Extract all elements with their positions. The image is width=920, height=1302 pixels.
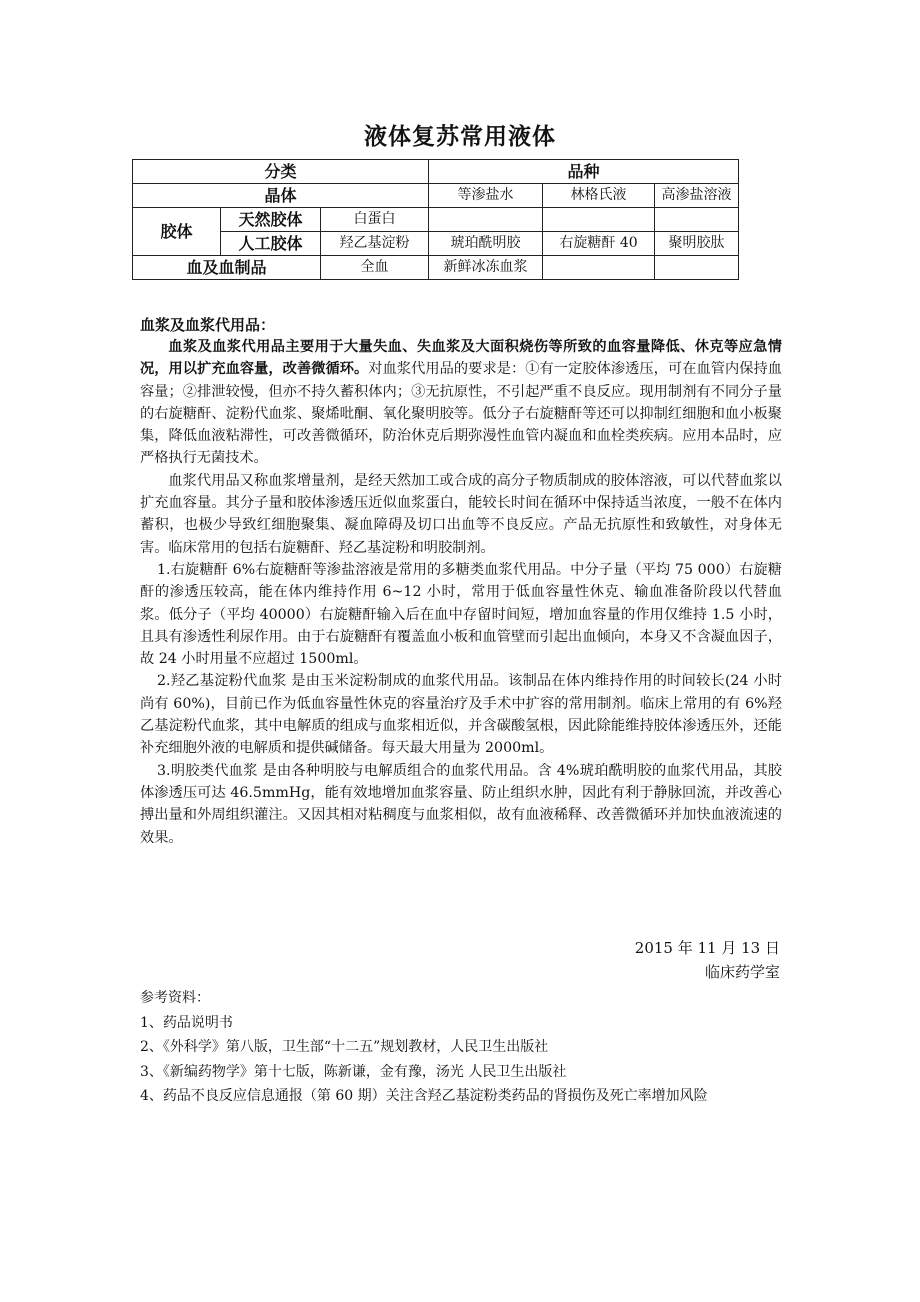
document-body [140,336,782,849]
table-cell: 白蛋白 [321,208,429,232]
table-row-natural-colloid [133,208,739,232]
table-cell: 等渗盐水 [429,184,543,208]
table-cell: 高渗盐溶液 [655,184,739,208]
paragraph-gelatin: 3.明胶类代血浆 是由各种明胶与电解质组合的血浆代用品。含 4%琥珀酰明胶的血浆代用品，其胶体渗透压可达 46.5mmHg，能有效地增加血浆容量、防止组织水肿，因此有利于静脉回流，并改善心搏出量和外周组织灌注。又因其相对粘稠度与血浆相似，故有血液稀释、改善微循环并加快血液流速的效果。 [140,762,782,846]
reference-item: 1、药品说明书 [140,1014,233,1031]
document-title: 液体复苏常用液体 [364,124,556,150]
header-variety: 品种 [429,160,739,184]
paragraph-2: 血浆代用品又称血浆增量剂，是经天然加工或合成的高分子物质制成的胶体溶液，可以代替血浆以扩充血容量。其分子量和胶体渗透压近似血浆蛋白，能较长时间在循环中保持适当浓度，一般不在体内蓄积，也极少导致红细胞聚集、凝血障碍及切口出血等不良反应。产品无抗原性和致敏性，对身体无害。临床常用的包括右旋糖酐、羟乙基淀粉和明胶制剂。 [140,472,782,556]
table-cell: 全血 [321,256,429,280]
row-label-crystal: 晶体 [133,184,429,208]
table-cell: 林格氏液 [543,184,655,208]
references [140,986,800,1109]
table-header-row [133,160,739,184]
paragraph-1 [140,336,782,470]
table-cell: 羟乙基淀粉 [321,232,429,256]
table-cell [655,256,739,280]
table-cell [543,208,655,232]
table-cell [543,256,655,280]
section-heading: 血浆及血浆代用品： [140,316,276,334]
row-label-natural-colloid: 天然胶体 [221,208,321,232]
table-cell: 聚明胶肽 [655,232,739,256]
table-cell [429,208,543,232]
table-row-artificial-colloid [133,232,739,256]
row-label-colloid: 胶体 [133,208,221,256]
reference-item: 4、药品不良反应信息通报（第 60 期）关注含羟乙基淀粉类药品的肾损伤及死亡率增加风险 [140,1088,708,1104]
table-row-crystal [133,184,739,208]
fluid-category-table [132,159,739,280]
paragraph-1-text: 对血浆代用品的要求是：①有一定胶体渗透压，可在血管内保持血容量；②排泄较慢，但亦不持久蓄积体内；③无抗原性，不引起严重不良反应。现用制剂有不同分子量的右旋糖酐、淀粉代血浆、聚烯吡酮、氧化聚明胶等。低分子右旋糖酐等还可以抑制红细胞和血小板聚集，降低血液粘滞性，可改善微循环，防治休克后期弥漫性血管内凝血和血栓类疾病。应用本品时，应严格执行无菌技术。 [140,361,782,467]
paragraph-hydroxyethyl-starch: 2.羟乙基淀粉代血浆 是由玉米淀粉制成的血浆代用品。该制品在体内维持作用的时间较长(24 小时尚有 60%)，目前已作为低血容量性休克的容量治疗及手术中扩容的常用制剂。临床上常用的有 6%羟乙基淀粉代血浆，其中电解质的组成与血浆相近似，并含碳酸氢根，因此除能维持胶体渗透压外，还能补充细胞外液的电解质和提供碱储备。每天最大用量为 2000ml。 [140,673,782,757]
paragraph-1-bold: 血浆及血浆代用品主要用于大量失血、失血浆及大面积烧伤等所致的血容量降低、休克等应急情况，用以扩充血容量，改善微循环。 [140,339,782,378]
references-heading: 参考资料： [140,990,210,1006]
table-cell: 琥珀酰明胶 [429,232,543,256]
paragraph-dextran: 1.右旋糖酐 6%右旋糖酐等渗盐溶液是常用的多糖类血浆代用品。中分子量（平均 75 000）右旋糖酐的渗透压较高，能在体内维持作用 6~12 小时，常用于低血容量性休克、输血准备阶段以代替血浆。低分子（平均 40000）右旋糖酐输入后在血中存留时间短，增加血容量的作用仅维持 1.5 小时，且具有渗透性利尿作用。由于右旋糖酐有覆盖血小板和血管壁而引起出血倾向，本身又不含凝血因子，故 24 小时用量不应超过 1500ml。 [140,561,782,668]
signoff-department: 临床药学室 [704,963,780,981]
signoff [635,936,780,984]
reference-item: 2、《外科学》第八版，卫生部“十二五”规划教材，人民卫生出版社 [140,1039,549,1055]
reference-item: 3、《新编药物学》第十七版，陈新谦，金有豫，汤光 人民卫生出版社 [140,1063,567,1080]
header-category: 分类 [133,160,429,184]
row-label-artificial-colloid: 人工胶体 [221,232,321,256]
table-row-blood [133,256,739,280]
table-cell [655,208,739,232]
row-label-blood: 血及血制品 [133,256,321,280]
table-cell: 右旋糖酐 40 [543,232,655,256]
table-cell: 新鲜冰冻血浆 [429,256,543,280]
signoff-date: 2015 年 11 月 13 日 [634,939,780,957]
